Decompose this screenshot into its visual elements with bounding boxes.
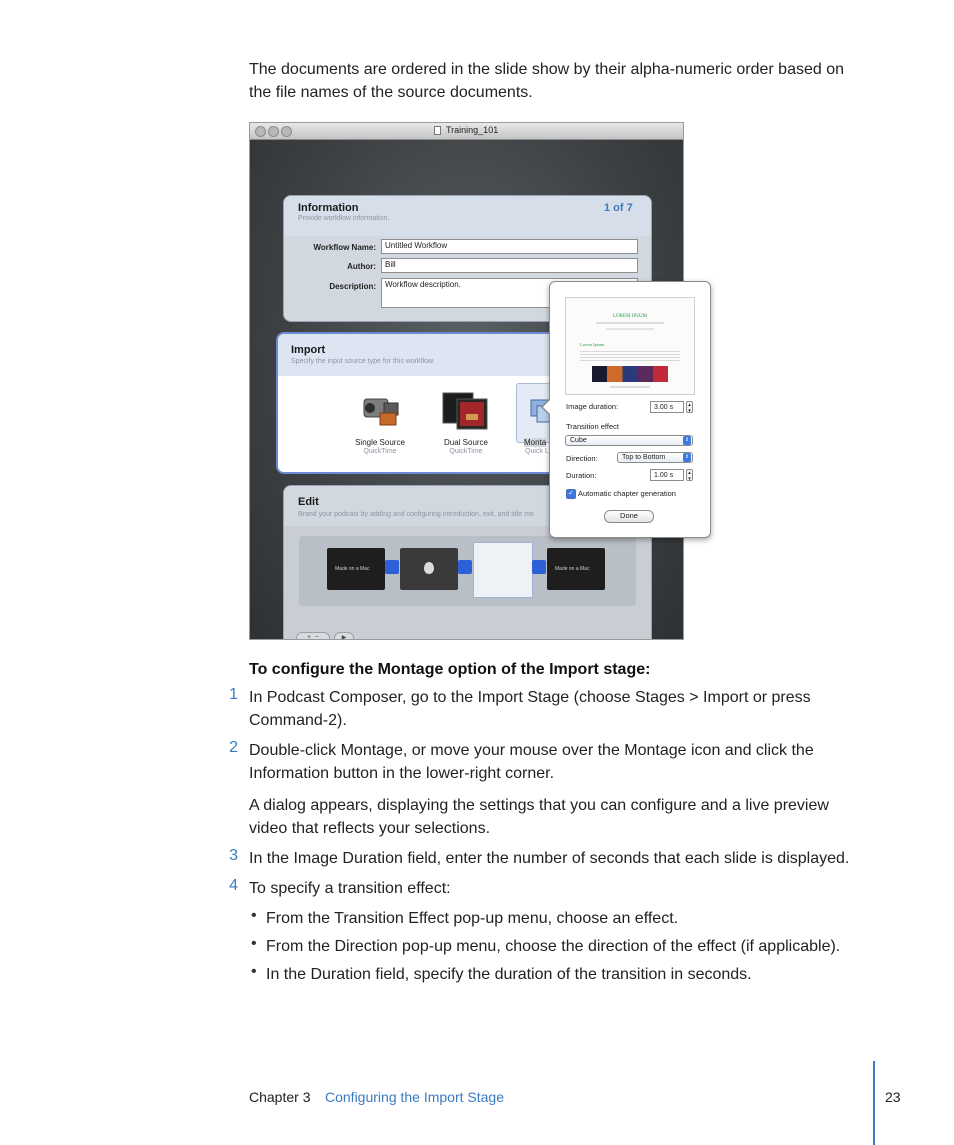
- add-remove-buttons[interactable]: + −: [296, 632, 330, 640]
- image-duration-stepper[interactable]: ▴ ▾: [686, 401, 693, 413]
- procedure-heading: To configure the Montage option of the Import stage:: [249, 661, 651, 678]
- author-label: Author:: [347, 262, 376, 271]
- transition-effect-popup[interactable]: [565, 435, 693, 446]
- workflow-name-field[interactable]: Untitled Workflow: [381, 239, 638, 254]
- montage-sub: Quick L: [525, 448, 549, 455]
- page-number: 23: [885, 1089, 901, 1105]
- transition-effect-arrows-icon: ⇕: [684, 437, 690, 443]
- transition-effect-value: Cube: [570, 437, 587, 444]
- preview-caption-line: [610, 386, 650, 388]
- import-subtitle: Specify the input source type for this workflow.: [291, 358, 435, 365]
- bullet-marker: •: [251, 963, 257, 980]
- intro-clip[interactable]: [327, 548, 385, 590]
- dual-source-label: Dual Source: [443, 438, 489, 447]
- step-text: To specify a transition effect:: [249, 880, 451, 897]
- step-text: In Podcast Composer, go to the Import Stage (choose Stages > Import or press Command-2).: [249, 689, 811, 729]
- transition-effect-label: Transition effect: [566, 422, 619, 431]
- step-number: 3: [229, 847, 238, 864]
- step-text: Double-click Montage, or move your mouse over the Montage icon and click the Information button in the lower-right corner.: [249, 742, 814, 782]
- intro-clip-label: Made on a Mac: [335, 566, 370, 572]
- workflow-name-label: Workflow Name:: [313, 243, 376, 252]
- information-subtitle: Provide workflow information.: [298, 215, 390, 222]
- duration-field[interactable]: 1.00 s: [650, 469, 684, 481]
- description-label: Description:: [329, 282, 376, 291]
- footer-chapter-link[interactable]: Configuring the Import Stage: [325, 1089, 504, 1105]
- single-source-label: Single Source: [355, 438, 405, 447]
- dual-source-icon[interactable]: [441, 389, 491, 431]
- dual-source-sub: QuickTime: [449, 448, 483, 455]
- duration-label: Duration:: [566, 471, 597, 480]
- play-button[interactable]: ▶: [334, 632, 354, 640]
- montage-settings-dialog: [549, 281, 711, 538]
- information-title: Information: [298, 202, 359, 214]
- preview-text-line: [606, 328, 654, 330]
- import-title: Import: [291, 344, 326, 356]
- step-number: 4: [229, 877, 238, 894]
- minimize-window-button[interactable]: [268, 126, 279, 137]
- apple-logo-clip[interactable]: [400, 548, 458, 590]
- preview-image-strip: [592, 366, 668, 382]
- document-icon: [434, 126, 441, 135]
- description-field[interactable]: Workflow description.: [381, 278, 638, 308]
- footer-rule: [873, 1061, 875, 1145]
- close-window-button[interactable]: [255, 126, 266, 137]
- step-text: In the Image Duration field, enter the number of seconds that each slide is displayed.: [249, 850, 850, 867]
- intro-paragraph: The documents are ordered in the slide show by their alpha-numeric order based on the file names of the source documents.: [249, 61, 844, 101]
- image-duration-field[interactable]: 3.00 s: [650, 401, 684, 413]
- duration-stepper[interactable]: ▴ ▾: [686, 469, 693, 481]
- image-duration-label: Image duration:: [566, 402, 619, 411]
- transition-marker[interactable]: [385, 560, 399, 574]
- montage-clip[interactable]: [473, 542, 533, 598]
- stage-counter: 1 of 7: [604, 202, 633, 214]
- chapter-generation-checkbox[interactable]: ✓: [566, 489, 576, 499]
- direction-label: Direction:: [566, 454, 598, 463]
- timeline-filmstrip[interactable]: [299, 536, 636, 606]
- edit-title: Edit: [298, 496, 319, 508]
- preview-heading: Lorem Ipsum: [580, 342, 605, 347]
- direction-popup[interactable]: [617, 452, 693, 463]
- single-source-icon[interactable]: [358, 389, 402, 431]
- step-number: 2: [229, 739, 238, 756]
- popover-arrow-fill: [543, 399, 551, 415]
- bullet-marker: •: [251, 935, 257, 952]
- exit-clip[interactable]: [547, 548, 605, 590]
- preview-paragraph: [580, 350, 680, 362]
- transition-marker[interactable]: [458, 560, 472, 574]
- zoom-window-button[interactable]: [281, 126, 292, 137]
- window-titlebar: [250, 123, 683, 140]
- montage-label: Monta: [524, 438, 547, 447]
- step-note: A dialog appears, displaying the settings that you can configure and a live preview video that reflects your selections.: [249, 797, 829, 837]
- done-button[interactable]: Done: [604, 510, 654, 523]
- live-preview: [565, 297, 695, 395]
- transition-marker[interactable]: [532, 560, 546, 574]
- footer-chapter: Chapter 3: [249, 1089, 311, 1105]
- bullet-text: In the Duration field, specify the duration of the transition in seconds.: [266, 966, 752, 983]
- preview-text-line: [596, 322, 664, 324]
- direction-value: Top to Bottom: [622, 454, 666, 461]
- apple-logo-icon: [424, 562, 434, 574]
- single-source-sub: QuickTime: [363, 448, 397, 455]
- exit-clip-label: Made on a Mac: [555, 566, 590, 572]
- bullet-marker: •: [251, 907, 257, 924]
- bullet-text: From the Transition Effect pop-up menu, choose an effect.: [266, 910, 679, 927]
- window-title: Training_101: [446, 125, 499, 135]
- chapter-generation-label: Automatic chapter generation: [578, 489, 676, 498]
- preview-title: LOREM IPSUM: [612, 314, 648, 319]
- bullet-text: From the Direction pop-up menu, choose the direction of the effect (if applicable).: [266, 938, 841, 955]
- step-number: 1: [229, 686, 238, 703]
- author-field[interactable]: Bill: [381, 258, 638, 273]
- edit-subtitle: Brand your podcast by adding and configuring introduction, exit, and title mo: [298, 511, 534, 518]
- direction-arrows-icon: ⇕: [684, 454, 690, 460]
